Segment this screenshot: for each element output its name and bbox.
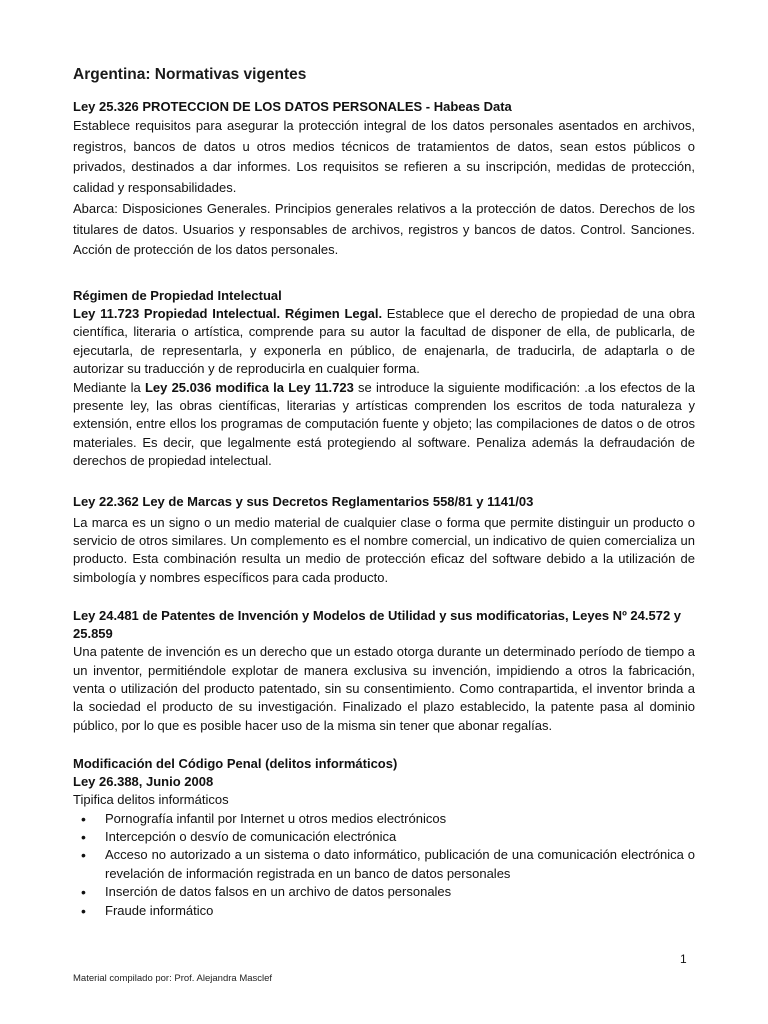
page-footer: Material compilado por: Prof. Alejandra Masclef xyxy=(73,973,273,984)
section-marcas xyxy=(73,493,695,588)
offense-list xyxy=(73,810,695,920)
list-item: • Intercepción o desvío de comunicación electrónica xyxy=(105,828,695,846)
list-item: • Acceso no autorizado a un sistema o dato informático, publicación de una comunicación electrónica o revelación de información registrada en un banco de datos personales xyxy=(105,846,695,883)
section-heading: Régimen de Propiedad Intelectual xyxy=(73,287,282,303)
section-paragraph: Abarca: Disposiciones Generales. Principios generales relativos a la protección de datos. Derechos de los titulares de datos. Usuarios y responsables de archivos, registros y bancos de datos. Control. Sanciones. Acción de protección de los datos personales. xyxy=(73,200,695,258)
section-habeas-data xyxy=(73,98,695,261)
section-paragraph: La marca es un signo o un medio material de cualquier clase o forma que permite distinguir un producto o servicio de otros similares. Un complemento es el nombre comercial, un indicativo de quien comercializa un producto. Esta combinación resulta un medio de protección eficaz del software debido a la utilización de simbología y nombres específicos para cada producto. xyxy=(73,514,695,585)
document-title: Argentina: Normativas vigentes xyxy=(73,66,307,83)
section-propiedad-intelectual xyxy=(73,287,695,471)
section-heading: Ley 22.362 Ley de Marcas y sus Decretos Reglamentarios 558/81 y 1141/03 xyxy=(73,493,534,509)
section-paragraph xyxy=(73,379,695,471)
section-paragraph xyxy=(73,305,695,379)
section-heading: Modificación del Código Penal (delitos informáticos) xyxy=(73,756,398,772)
list-item: • Inserción de datos falsos en un archivo de datos personales xyxy=(105,883,695,901)
section-patentes xyxy=(73,607,695,735)
paragraph-text: se introduce la siguiente modificación: .a los efectos de la presente ley, las obras científicas, literarias y artísticas comprenden los escritos de toda naturaleza y extensión, entre ellos los programas de computación fuente y objeto; las compilaciones de datos o de otros materiales. Es decir, que legalmente está protegiendo al software. Penaliza además la defraudación de derechos de propiedad intelectual. xyxy=(73,379,695,469)
section-heading: Ley 24.481 de Patentes de Invención y Modelos de Utilidad y sus modificatorias, Leyes Nº 24.572 y 25.859 xyxy=(73,608,682,642)
list-item: • Pornografía infantil por Internet u otros medios electrónicos xyxy=(105,810,695,828)
section-codigo-penal xyxy=(73,755,695,920)
document-page xyxy=(73,66,695,938)
section-heading: Ley 25.326 PROTECCION DE LOS DATOS PERSONALES - Habeas Data xyxy=(73,99,512,114)
paragraph-text: Mediante la xyxy=(73,379,145,395)
list-item: • Fraude informático xyxy=(105,902,695,920)
section-subheading: Ley 26.388, Junio 2008 xyxy=(73,774,214,790)
section-paragraph: Una patente de invención es un derecho que un estado otorga durante un determinado período de tiempo a un inventor, permitiéndole explotar de manera exclusiva su invención, impidiendo a otros la fabricación, venta o utilización del producto patentado, sin su consentimiento. Como contrapartida, el inventor brinda a la sociedad el producto de su investigación. Finalizado el plazo establecido, la patente pasa al dominio público, por lo que es posible hacer uso de la misma sin tener que abonar regalías. xyxy=(73,644,695,733)
page-number: 1 xyxy=(680,952,687,966)
section-paragraph: Establece requisitos para asegurar la protección integral de los datos personales asentados en archivos, registros, bancos de datos u otros medios técnicos de tratamientos de datos, sean estos públicos o privados, destinados a dar informes. Los requisitos se refieren a su inscripción, medidas de protección, calidad y responsabilidades. xyxy=(73,118,695,196)
section-paragraph: Tipifica delitos informáticos xyxy=(73,792,229,808)
law-reference: Ley 25.036 modifica la Ley 11.723 xyxy=(144,379,354,395)
law-reference: Ley 11.723 Propiedad Intelectual. Régimen Legal. xyxy=(73,305,383,321)
paragraph-text: Establece que el derecho de propiedad de una obra científica, literaria o artística, comprende para su autor la facultad de disponer de ella, de publicarla, de ejecutarla, de representarla, y exponerla en público, de enajenarla, de traducirla, de adaptarla o de autorizar su traducción y de reproducirla en cualquier forma. xyxy=(73,305,695,377)
